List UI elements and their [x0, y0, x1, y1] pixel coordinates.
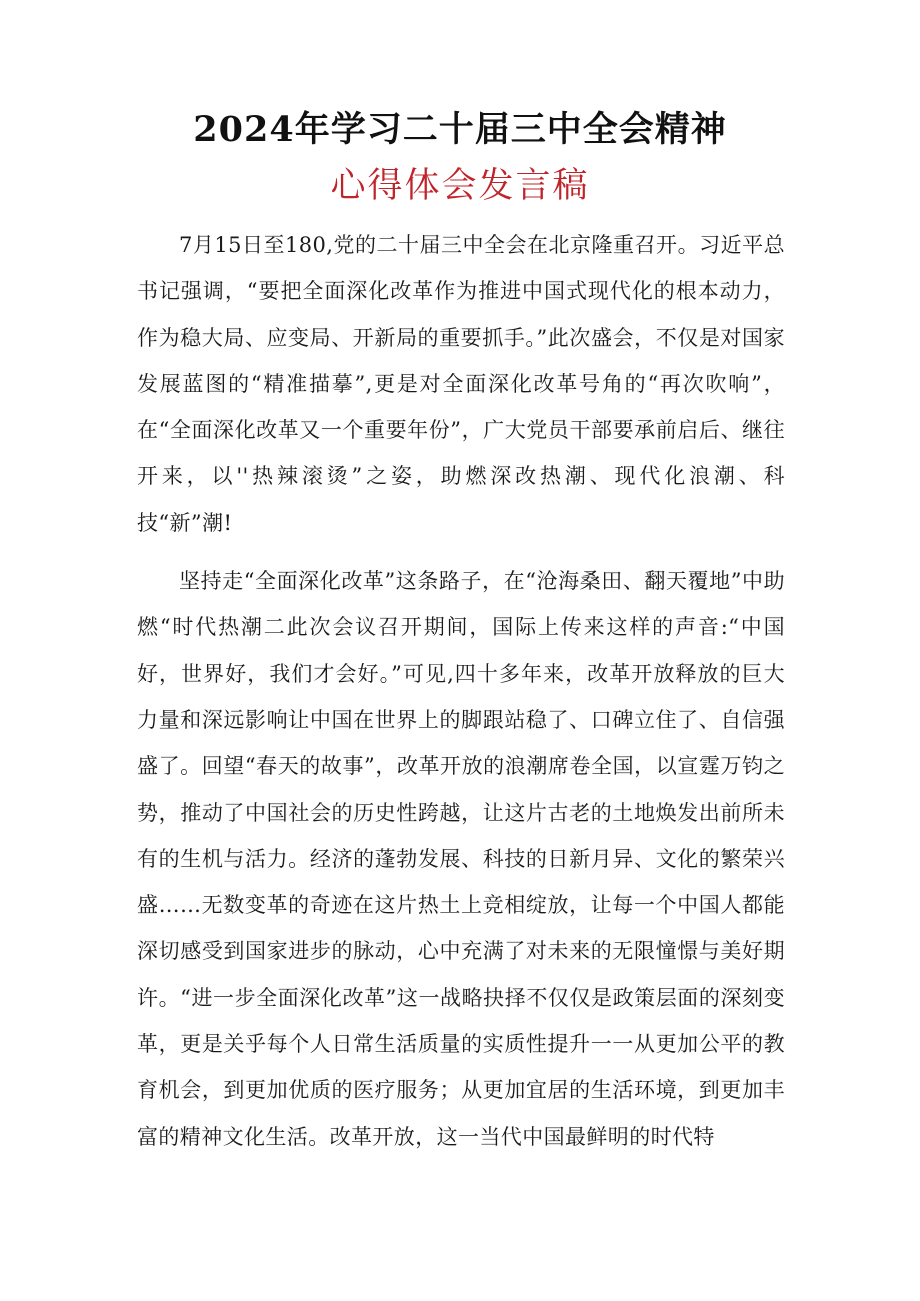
- document-body: [137, 222, 785, 1160]
- paragraph-2: 坚持走“全面深化改革”这条路子，在“沧海桑田、翻天覆地”中助燃“时代热潮二此次会议召开期间，国际上传来这样的声音:“中国好，世界好，我们才会好。”可见,四十多年来，改革开放释放的巨大力量和深远影响让中国在世界上的脚跟站稳了、口碑立住了、自信强盛了。回望“春天的故事”，改革开放的浪潮席卷全国，以宣霆万钧之势，推动了中国社会的历史性跨越，让这片古老的土地焕发出前所未有的生机与活力。经济的蓬勃发展、科技的日新月异、文化的繁荣兴盛……无数变革的奇迹在这片热土上竞相绽放，让每一个中国人都能深切感受到国家进步的脉动，心中充满了对未来的无限憧憬与美好期许。“进一步全面深化改革”这一战略抉择不仅仅是政策层面的深刻变革，更是关乎每个人日常生活质量的实质性提升一一从更加公平的教育机会，到更加优质的医疗服务；从更加宜居的生活环境，到更加丰富的精神文化生活。改革开放，这一当代中国最鲜明的时代特: [137, 569, 785, 1149]
- document-subtitle: 心得体会发言稿: [330, 166, 590, 206]
- document-title: 2024年学习二十届三中全会精神: [193, 109, 727, 150]
- paragraph-1: 7月15日至180,党的二十届三中全会在北京隆重召开。习近平总书记强调，“要把全面深化改革作为推进中国式现代化的根本动力，作为稳大局、应变局、开新局的重要抓手。”此次盛会，不仅是对国家发展蓝图的“精准描摹”,更是对全面深化改革号角的“再次吹响”，在“全面深化改革又一个重要年份”，广大党员干部要承前启后、继往开来，以''热辣滚烫”之姿，助燃深改热潮、现代化浪潮、科技“新”潮!: [137, 233, 785, 535]
